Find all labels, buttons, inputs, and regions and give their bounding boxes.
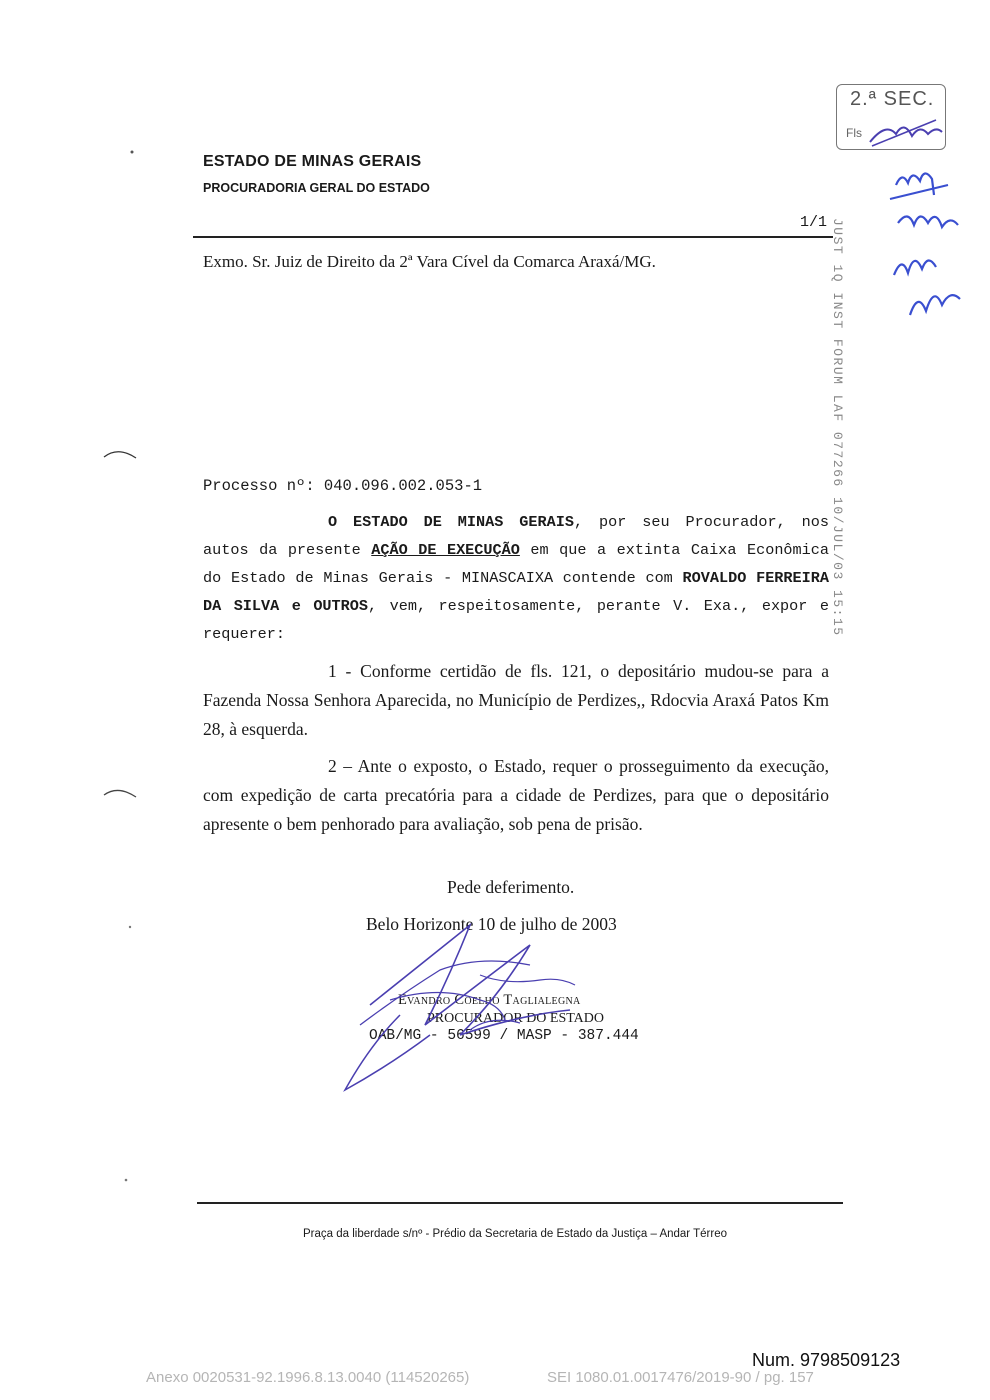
stamp-section: 2.ª SEC. xyxy=(850,88,935,110)
footer-address: Praça da liberdade s/nº - Prédio da Secretaria de Estado da Justiça – Andar Térreo xyxy=(303,1228,727,1240)
signatory-role: PROCURADOR DO ESTADO xyxy=(427,1011,605,1026)
handwritten-signature xyxy=(330,905,590,1105)
header-title: ESTADO DE MINAS GERAIS xyxy=(203,153,422,170)
signatory-name: Evandro Coelho Taglialegna xyxy=(398,992,581,1008)
closing-line: Pede deferimento. xyxy=(447,877,575,897)
header-rule xyxy=(193,236,833,238)
paragraph-text: , por seu Procurador, nos autos da presente xyxy=(203,513,829,559)
action-title: AÇÃO DE EXECUÇÃO xyxy=(371,541,520,559)
place-date: Belo Horizonte 10 de julho de 2003 xyxy=(366,914,617,934)
stamp-folio-handwritten xyxy=(866,112,946,152)
paragraph-text: 2 – Ante o exposto, o Estado, requer o prosseguimento da execução, com expedição de carta precatória para a cidade de Perdizes, para que o depositário apresente o bem penhorado para avaliação, sob pena de prisão. xyxy=(203,756,829,834)
defendants-name: ROVALDO FERREIRA DA SILVA e OUTROS xyxy=(203,569,829,615)
party-name: O ESTADO DE MINAS GERAIS xyxy=(328,513,574,531)
paragraph-text: , vem, respeitosamente, perante V. Exa., expor e requerer: xyxy=(203,597,829,643)
header-subtitle: PROCURADORIA GERAL DO ESTADO xyxy=(203,181,430,195)
stamp-folio-label: Fls xyxy=(846,126,862,140)
process-number: Processo nº: 040.096.002.053-1 xyxy=(203,477,483,495)
protocol-stamp: JUST 1Q INST FORUM LAF 077266 10/JUL/03 15:15 xyxy=(830,218,845,637)
paragraph-item-1 xyxy=(203,657,829,744)
document-number: Num. 9798509123 xyxy=(752,1350,901,1370)
annex-reference: Anexo 0020531-92.1996.8.13.0040 (114520265) xyxy=(146,1369,470,1386)
page-mark: 1/1 xyxy=(800,214,828,231)
signatory-registration: OAB/MG - 56599 / MASP - 387.444 xyxy=(369,1028,639,1044)
paragraph-intro xyxy=(203,508,829,648)
paragraph-item-2 xyxy=(203,752,829,839)
addressee-line: Exmo. Sr. Juiz de Direito da 2ª Vara Cível da Comarca Araxá/MG. xyxy=(203,252,656,271)
margin-annotations xyxy=(888,165,968,325)
paragraph-text: 1 - Conforme certidão de fls. 121, o depositário mudou-se para a Fazenda Nossa Senhora Aparecida, no Município de Perdizes,, Rdocvia Araxá Patos Km 28, à esquerda. xyxy=(203,661,829,739)
sei-reference: SEI 1080.01.0017476/2019-90 / pg. 157 xyxy=(547,1369,814,1386)
paragraph-text: em que a extinta Caixa Econômica do Estado de Minas Gerais - MINASCAIXA contende com xyxy=(203,541,830,587)
footer-rule xyxy=(197,1202,843,1204)
